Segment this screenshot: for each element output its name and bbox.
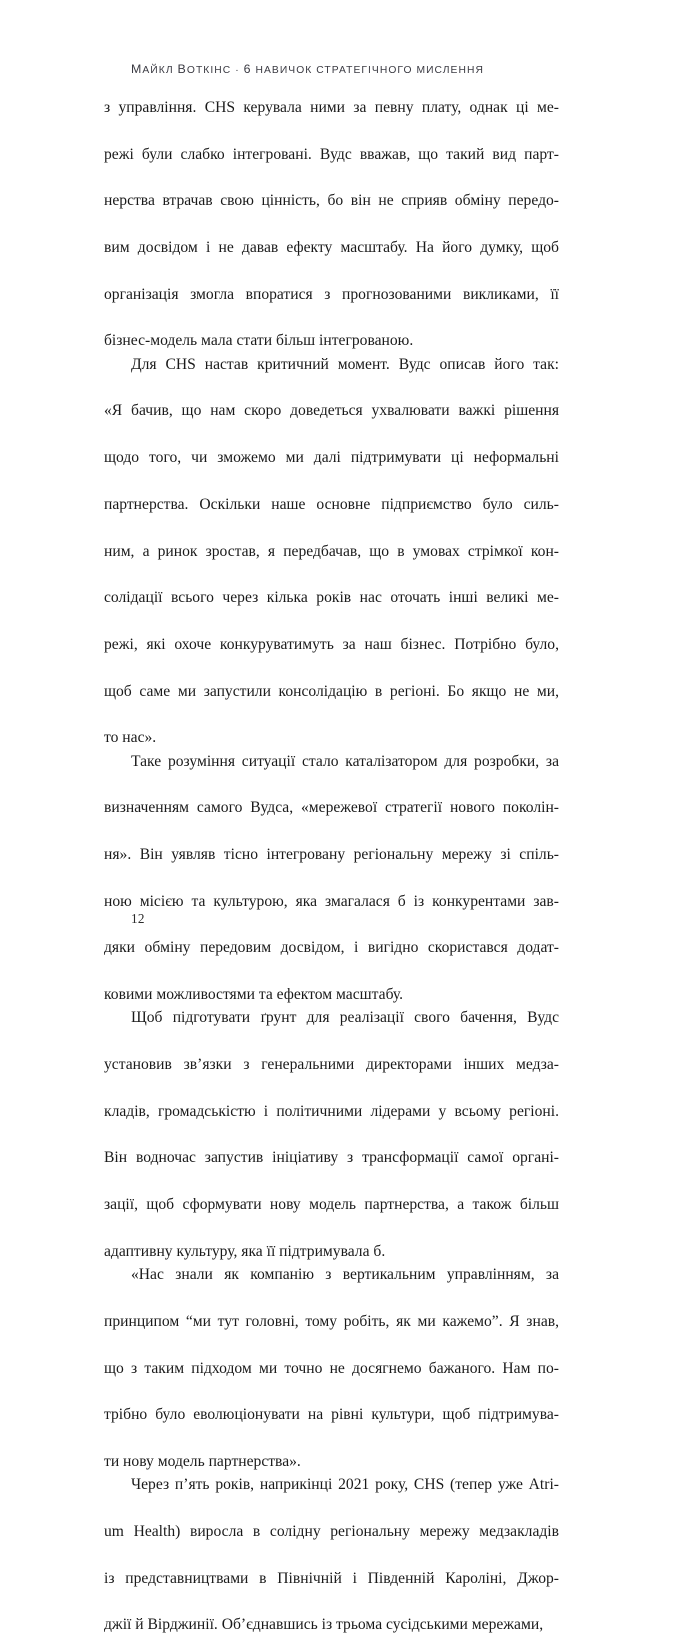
- paragraph: [104, 353, 559, 750]
- text-line: визначенням самого Вудса, «мережевої стратегії нового поколін-: [104, 799, 559, 817]
- text-line: з управління. CHS керувала ними за певну плату, однак ці ме-: [104, 99, 559, 116]
- paragraph: [104, 1263, 559, 1473]
- text-line: то нас».: [104, 729, 157, 747]
- text-line: кладів, громадськістю і політичними лідерами у всьому регіоні.: [104, 1102, 559, 1120]
- paragraph: [104, 1473, 559, 1636]
- text-line: um Health) виросла в солідну регіональну мережу медзакладів: [104, 1522, 559, 1540]
- paragraph: [104, 750, 559, 1007]
- text-line: ти нову модель партнерства».: [104, 1452, 301, 1470]
- text-line: що з таким підходом ми точно не досягнемо бажаного. Нам по-: [104, 1359, 559, 1377]
- text-line: ною місією та культурою, яка змагалася б із конкурентами зав-: [104, 892, 559, 910]
- text-line: установив зв’язки з генеральними директорами інших медза-: [104, 1056, 559, 1074]
- text-line: щодо того, чи зможемо ми далі підтримувати ці неформальні: [104, 449, 559, 467]
- paragraph: [104, 1006, 559, 1263]
- text-line: зації, щоб сформувати нову модель партнерства, а також більш: [104, 1196, 559, 1214]
- text-line: із представництвами в Північній і Південній Кароліні, Джор-: [104, 1569, 559, 1587]
- text-line: Таке розуміння ситуації стало каталізатором для розробки, за: [131, 752, 559, 770]
- text-line: бізнес-модель мала стати більш інтегрованою.: [104, 332, 414, 350]
- text-line: ковими можливостями та ефектом масштабу.: [104, 986, 404, 1004]
- running-header: МАЙКЛ ВОТКІНС · 6 НАВИЧОК СТРАТЕГІЧНОГО МИСЛЕННЯ: [131, 62, 484, 76]
- text-line: «Я бачив, що нам скоро доведеться ухвалювати важкі рішення: [104, 402, 559, 420]
- text-line: адаптивну культуру, яка її підтримувала б.: [104, 1242, 386, 1260]
- text-line: режі були слабко інтегровані. Вудс вважав, що такий вид парт-: [104, 145, 559, 163]
- body-text-block: [104, 96, 559, 1637]
- text-line: організація змогла впоратися з прогнозованими викликами, її: [104, 285, 559, 303]
- text-line: щоб саме ми запустили консолідацію в регіоні. Бо якщо не ми,: [104, 682, 559, 700]
- text-line: трібно було еволюціонувати на рівні культури, щоб підтримува-: [104, 1406, 559, 1424]
- text-line: партнерства. Оскільки наше основне підприємство було силь-: [104, 495, 559, 513]
- text-line: нерства втрачав свою цінність, бо він не сприяв обміну передо-: [104, 192, 559, 210]
- text-line: режі, які охоче конкуруватимуть за наш бізнес. Потрібно було,: [104, 635, 559, 653]
- text-line: «Нас знали як компанію з вертикальним управлінням, за: [131, 1266, 559, 1284]
- text-line: Через п’ять років, наприкінці 2021 року, CHS (тепер уже Atri-: [131, 1476, 559, 1494]
- page-number: 12: [131, 911, 145, 926]
- text-line: солідації всього через кілька років нас оточать інші великі ме-: [104, 589, 559, 607]
- text-line: джії й Вірджинії. Об’єднавшись із трьома сусідськими мережами,: [104, 1616, 544, 1634]
- text-line: принципом “ми тут головні, тому робіть, як ми кажемо”. Я знав,: [104, 1312, 559, 1330]
- text-line: дяки обміну передовим досвідом, і вигідно скористався додат-: [104, 939, 559, 957]
- text-line: ним, а ринок зростав, я передбачав, що в умовах стрімкої кон-: [104, 542, 559, 560]
- text-line: Він водночас запустив ініціативу з трансформації самої органі-: [104, 1149, 559, 1167]
- text-line: Для CHS настав критичний момент. Вудс описав його так:: [131, 355, 559, 373]
- paragraph: [104, 96, 559, 353]
- text-line: Щоб підготувати ґрунт для реалізації свого бачення, Вудс: [131, 1009, 559, 1027]
- text-line: вим досвідом і не давав ефекту масштабу. На його думку, щоб: [104, 239, 559, 257]
- text-line: ня». Він уявляв тісно інтегровану регіональну мережу зі спіль-: [104, 846, 559, 863]
